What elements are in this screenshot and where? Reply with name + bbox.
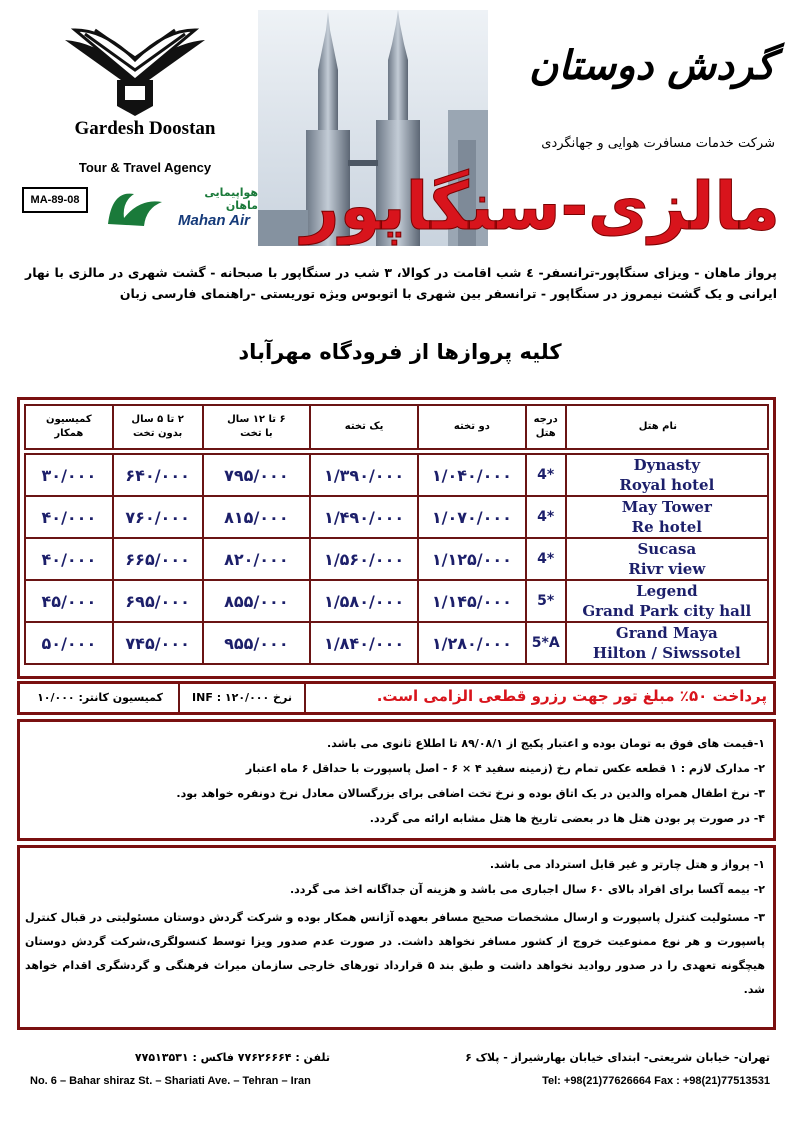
notes-box-2 [17,845,776,1030]
footer-phone-fa: تلفن : ۷۷۶۲۶۶۶۴ فاکس : ۷۷۵۱۳۵۳۱ [134,1051,330,1064]
header-child-2-5: ۲ تا ۵ سال بدون تخت [113,405,203,449]
wings-logo-icon [55,20,215,120]
payment-info-row [17,681,776,715]
header-double: دو تخته [418,405,526,449]
brand-name-en: Gardesh Doostan [74,118,216,139]
note-item: ۱- پرواز و هتل چارتر و غیر قابل استرداد می باشد. [489,858,765,871]
single-cell: ۱/۴۹۰/۰۰۰ [310,496,418,538]
stars-cell: 4* [526,454,566,496]
double-cell: ۱/۰۷۰/۰۰۰ [418,496,526,538]
hotel-cell: Dynasty Royal hotel [566,454,768,496]
hotel-cell: Legend Grand Park city hall [566,580,768,622]
brand-name-fa: گردش دوستان [529,42,775,89]
child-6-12-cell: ۸۵۵/۰۰۰ [203,580,311,622]
table-row [25,622,768,664]
double-cell: ۱/۰۴۰/۰۰۰ [418,454,526,496]
child-2-5-cell: ۷۶۰/۰۰۰ [113,496,203,538]
child-2-5-cell: ۶۹۵/۰۰۰ [113,580,203,622]
single-cell: ۱/۵۶۰/۰۰۰ [310,538,418,580]
single-cell: ۱/۸۴۰/۰۰۰ [310,622,418,664]
child-6-12-cell: ۹۵۵/۰۰۰ [203,622,311,664]
note-item: ۲- مدارک لازم : ۱ قطعه عکس تمام رخ (زمینه سفید ۴ × ۶ - اصل پاسپورت با حداقل ۶ ماه اعتبار [245,762,765,775]
airline-name-en: Mahan Air [178,212,250,229]
double-cell: ۱/۲۸۰/۰۰۰ [418,622,526,664]
note-item: ۴- در صورت پر بودن هتل ها در بعضی تاریخ ها هتل مشابه ارائه می گردد. [369,812,765,825]
child-6-12-cell: ۸۱۵/۰۰۰ [203,496,311,538]
table-row [25,454,768,496]
stars-cell: 5*A [526,622,566,664]
package-description: پرواز ماهان - ویزای سنگاپور-ترانسفر- ٤ شب اقامت در کوالا، ٣ شب در سنگاپور با صبحانه - گشت شهری در مالزی با نهار ایرانی و یک گشت نیمروز در سنگاپور - ترانسفر بین شهری با اتوبوس ویژه توریستی -راهنمای فارسی زبان [25,265,777,301]
counter-commission: کمیسیون کانتر: ۱۰/۰۰۰ [37,691,163,704]
footer-address-fa: تهران- خیابان شریعتی- ابتدای خیابان بهارشیراز - پلاک ۶ [465,1051,770,1064]
commission-cell: ۳۰/۰۰۰ [25,454,113,496]
tour-code-badge: MA-89-08 [22,187,88,213]
note-item: ۲- بیمه آکسا برای افراد بالای ۶۰ سال اجباری می باشد و هزینه آن جداگانه اخذ می گردد. [289,883,765,896]
header-stars: درجه هتل [526,405,566,449]
note-item: ۳- نرخ اطفال همراه والدین در یک اتاق بوده و نرخ تخت اضافی برای بزرگسالان معادل نرخ دونفره خواهد بود. [176,787,765,800]
destination-title: مالزی-سنگاپور [301,168,780,245]
single-cell: ۱/۵۸۰/۰۰۰ [310,580,418,622]
child-6-12-cell: ۷۹۵/۰۰۰ [203,454,311,496]
header-child-6-12: ۶ تا ۱۲ سال با تخت [203,405,311,449]
note-item: ۱-قیمت های فوق به تومان بوده و اعتبار پکیج از ۸۹/۰۸/۱ تا اطلاع ثانوی می باشد. [327,737,765,750]
table-row [25,538,768,580]
double-cell: ۱/۱۲۵/۰۰۰ [418,538,526,580]
commission-cell: ۵۰/۰۰۰ [25,622,113,664]
notes-box-1 [17,719,776,841]
header-commission: کمیسیون همکار [25,405,113,449]
price-table-header [25,405,768,449]
hotel-cell: May Tower Re hotel [566,496,768,538]
stars-cell: 4* [526,496,566,538]
stars-cell: 4* [526,538,566,580]
commission-cell: ۴۰/۰۰۰ [25,538,113,580]
header-hotel: نام هتل [566,405,768,449]
footer-address-en: No. 6 – Bahar shiraz St. – Shariati Ave. – Tehran – Iran [30,1075,311,1087]
payment-note: پرداخت ۵۰٪ مبلغ تور جهت رزرو قطعی الزامی است. [376,687,767,705]
brand-subtitle: Tour & Travel Agency [78,160,212,175]
child-2-5-cell: ۷۴۵/۰۰۰ [113,622,203,664]
commission-cell: ۴۵/۰۰۰ [25,580,113,622]
header-single: یک تخته [310,405,418,449]
airline-name-fa: هواپیمایی ماهان [204,186,258,212]
footer-phone-en: Tel: +98(21)77626664 Fax : +98(21)77513531 [542,1075,770,1087]
price-table-frame [17,397,776,679]
inf-price: نرخ INF : ۱۲۰/۰۰۰ [178,684,306,712]
hotel-cell: Sucasa Rivr view [566,538,768,580]
table-row [25,580,768,622]
agency-description: شرکت خدمات مسافرت هوایی و جهانگردی [541,136,775,151]
child-6-12-cell: ۸۲۰/۰۰۰ [203,538,311,580]
price-table [24,404,769,665]
double-cell: ۱/۱۴۵/۰۰۰ [418,580,526,622]
table-row [25,496,768,538]
note-item: ۳- مسئولیت کنترل پاسپورت و ارسال مشخصات صحیح مسافر بعهده آژانس همکار بوده و شرکت گردش دوستان مسئولیتی در قبال کنترل پاسپورت و هر نوع ممنوعیت خروج از کشور مسافر نخواهد داشت. در صورت عدم صدور ویزا توسط کنسولگری،شرکت گردش دوستان هیچگونه تعهدی را در صدور روادید نخواهد داشت و طبق بند ۵ قرارداد تورهای خارجی سازمان میراث فرهنگی و گردشگری اقدام خواهد شد. [25,911,765,996]
stars-cell: 5* [526,580,566,622]
flights-heading: کلیه پروازها از فرودگاه مهرآباد [238,340,562,364]
hotel-cell: Grand Maya Hilton / Siwssotel [566,622,768,664]
child-2-5-cell: ۶۴۰/۰۰۰ [113,454,203,496]
commission-cell: ۴۰/۰۰۰ [25,496,113,538]
single-cell: ۱/۳۹۰/۰۰۰ [310,454,418,496]
child-2-5-cell: ۶۶۵/۰۰۰ [113,538,203,580]
